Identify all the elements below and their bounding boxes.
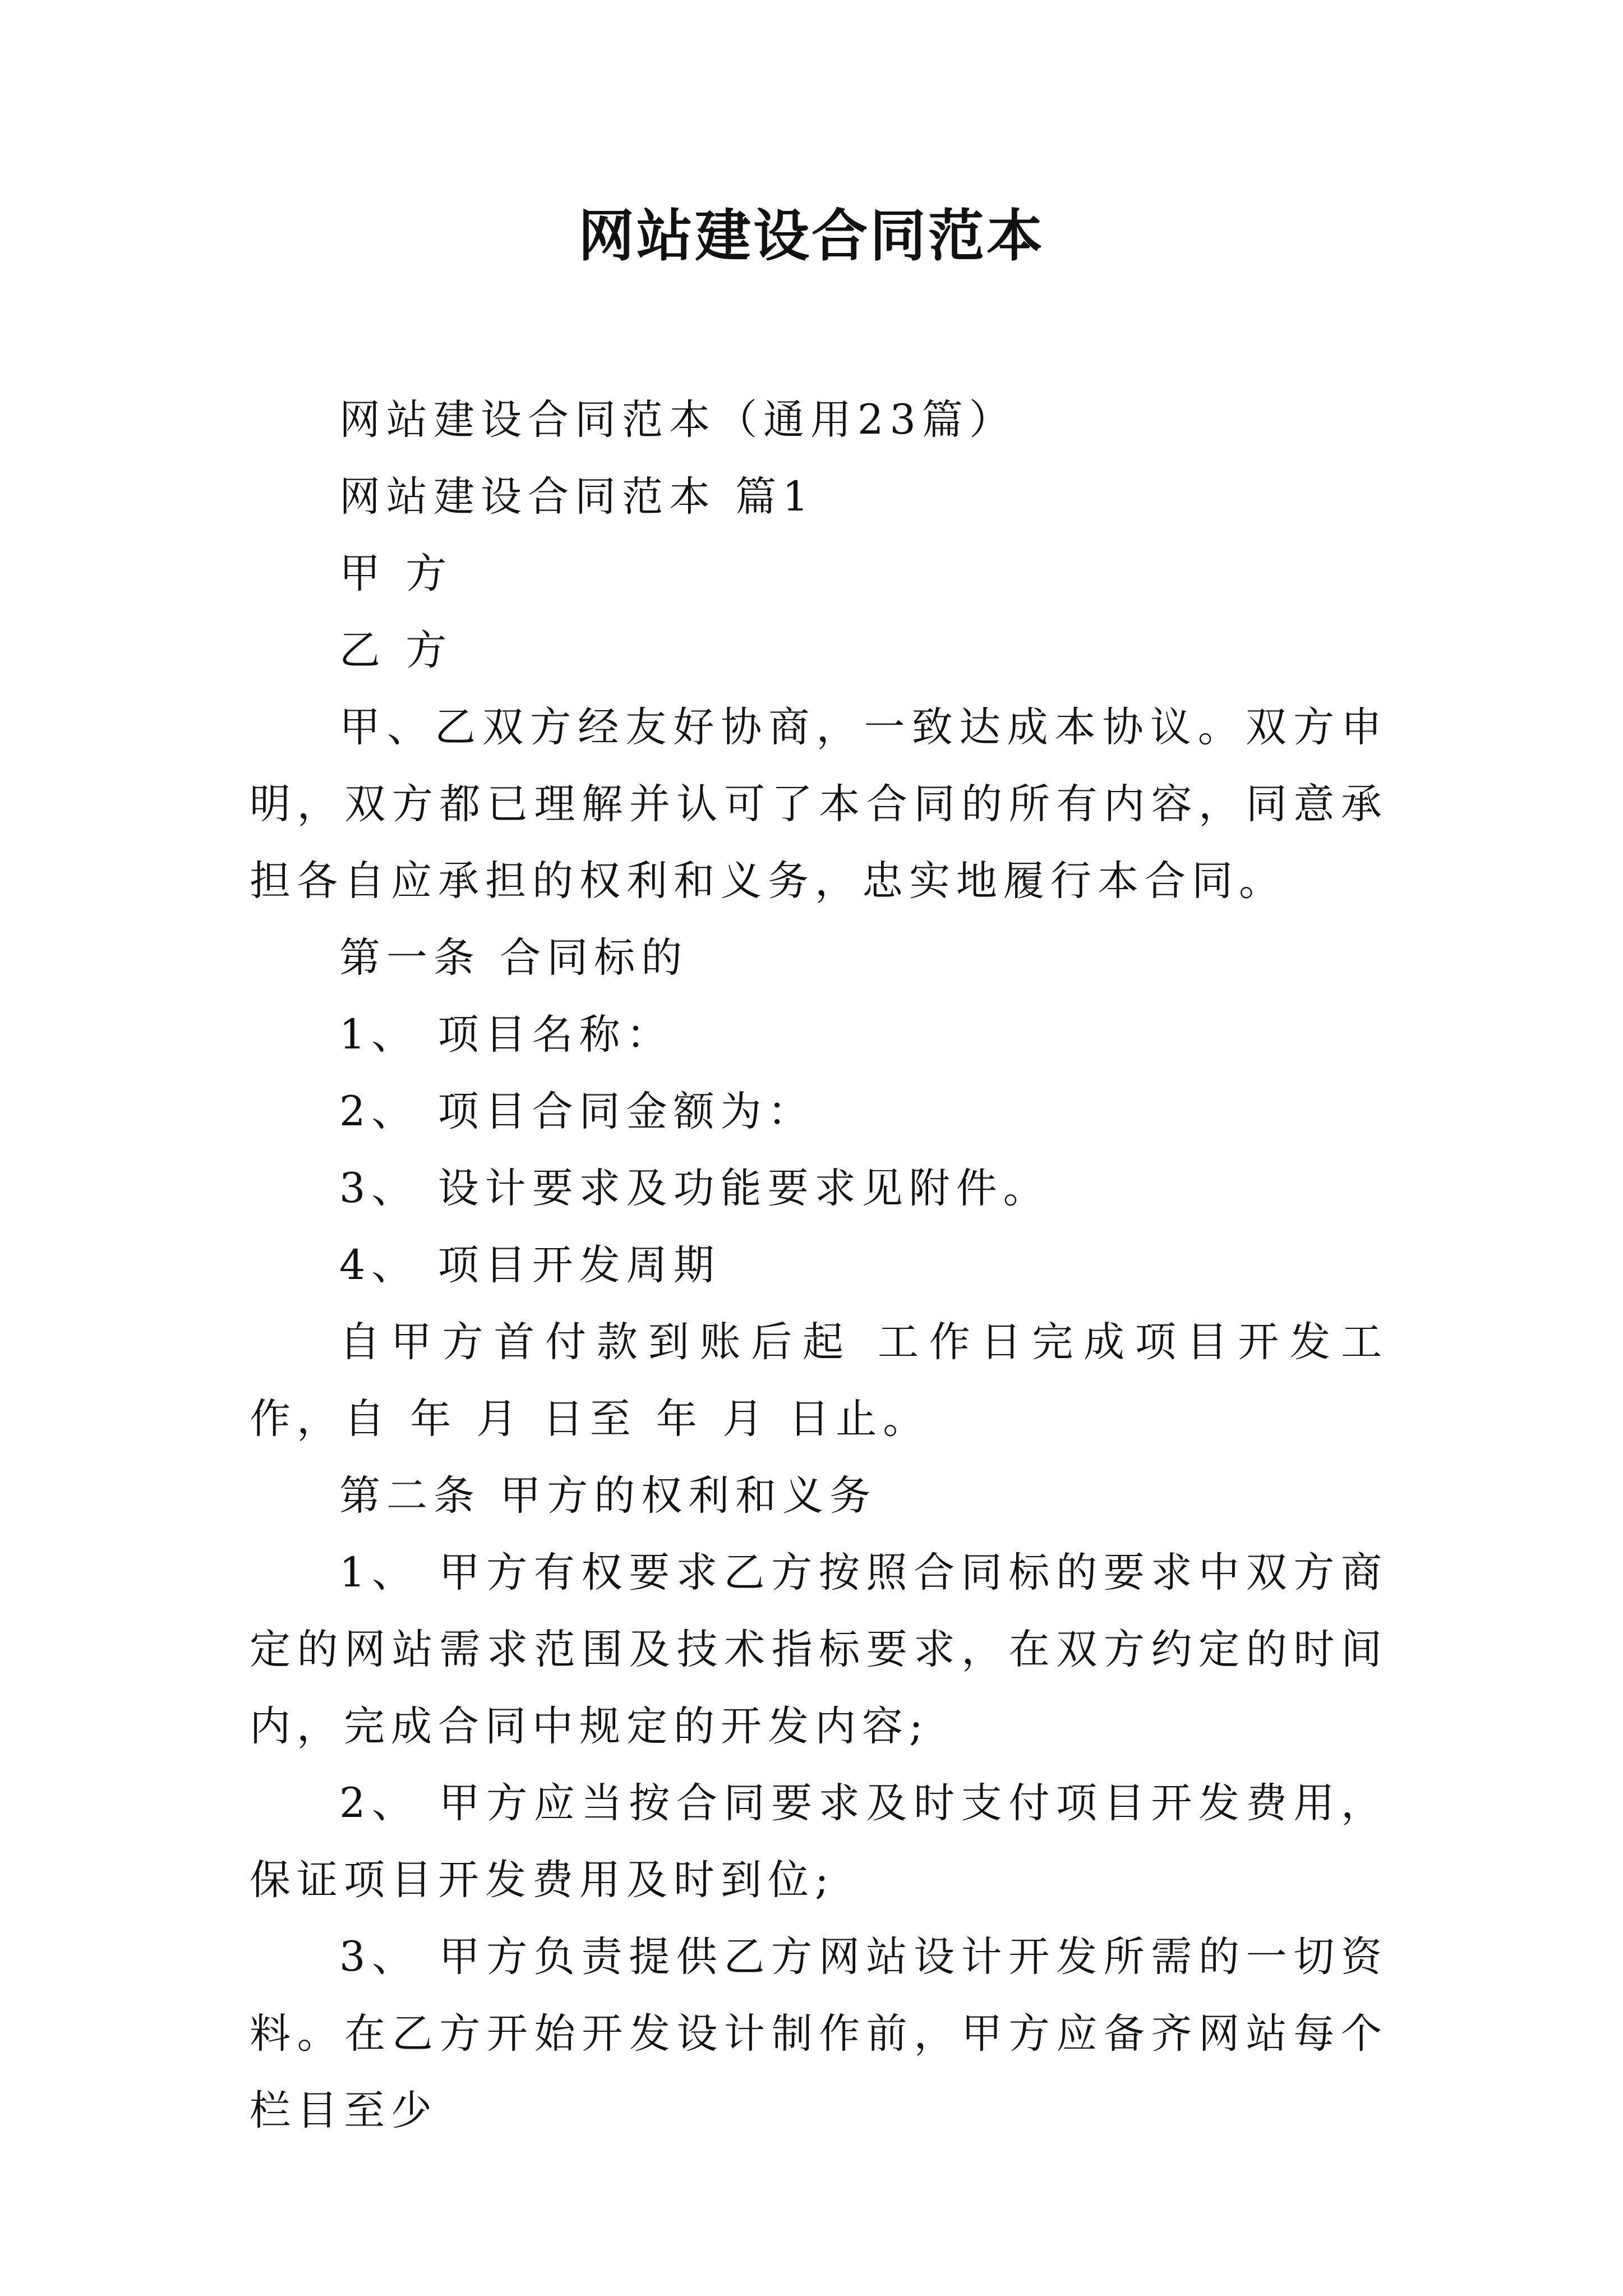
party-a-label: 甲 方 <box>339 550 453 597</box>
document-title: 网站建设合同范本 <box>578 203 1045 269</box>
paragraph-schedule: 自甲方首付款到账后起 工作日完成项目开发工作，自 年 月 日至 年 月 日止。 <box>250 1318 1388 1443</box>
paragraph-section-label: 网站建设合同范本 篇1 <box>339 473 815 521</box>
paragraph-heading: 网站建设合同范本（通用23篇） <box>339 396 1016 444</box>
party-b-label: 乙 方 <box>339 627 453 674</box>
document-body <box>250 381 1388 2149</box>
paragraph-agreement: 甲、乙双方经友好协商，一致达成本协议。双方申明，双方都已理解并认可了本合同的所有内容，同意承担各自应承担的权利和义务，忠实地履行本合同。 <box>250 703 1388 905</box>
article-1-heading: 第一条 合同标的 <box>339 934 689 982</box>
article-2-item-1: 1、 甲方有权要求乙方按照合同标的要求中双方商定的网站需求范围及技术指标要求，在双方约定的时间内，完成合同中规定的开发内容; <box>250 1549 1388 1750</box>
article-1-item-1: 1、 项目名称： <box>339 1011 674 1059</box>
article-1-item-2: 2、 项目合同金额为： <box>339 1088 815 1135</box>
article-1-item-4: 4、 项目开发周期 <box>339 1241 721 1289</box>
article-1-item-3: 3、 设计要求及功能要求见附件。 <box>339 1165 1050 1212</box>
article-2-heading: 第二条 甲方的权利和义务 <box>339 1472 877 1520</box>
article-2-item-2: 2、 甲方应当按合同要求及时支付项目开发费用，保证项目开发费用及时到位; <box>250 1779 1388 1904</box>
article-2-item-3: 3、 甲方负责提供乙方网站设计开发所需的一切资料。在乙方开始开发设计制作前，甲方应备齐网站每个栏目至少 <box>250 1933 1388 2134</box>
